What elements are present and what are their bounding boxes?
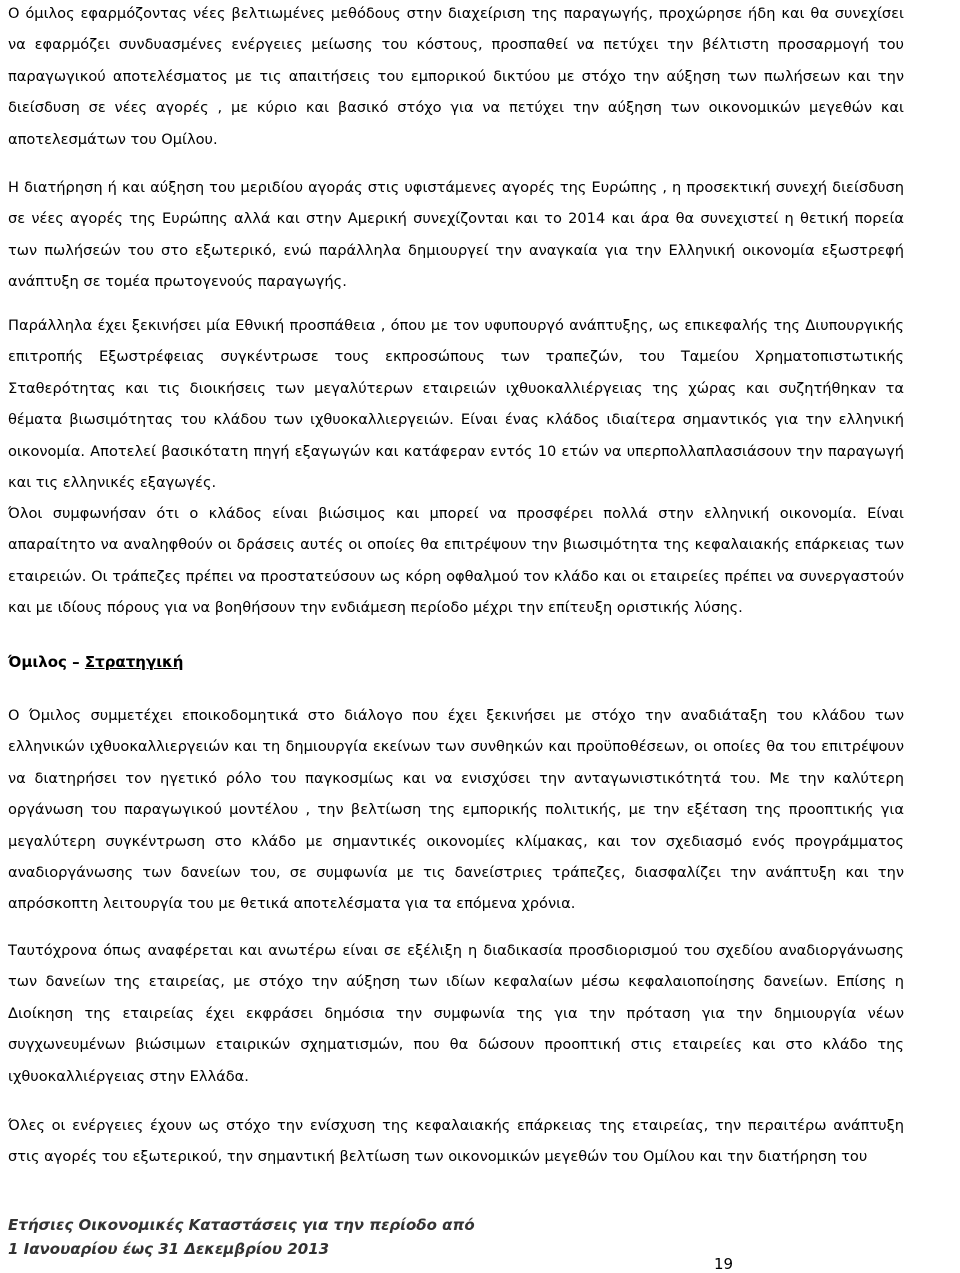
footer-line-1: Ετήσιες Οικονομικές Καταστάσεις για την περίοδο από [8,1216,475,1234]
heading-prefix: Όμιλος – [8,653,85,671]
paragraph-strategy: Ο Όμιλος συμμετέχει εποικοδομητικά στο διάλογο που έχει ξεκινήσει με στόχο την αναδιάταξη του κλάδου των ελληνικών ιχθυοκαλλιεργειών και τη δημιουργία εκείνων των συνθηκών και προϋποθέσεων, οι οποίες θα του επιτρέψουν να διατηρήσει τον ηγετικό ρόλο του παγκοσμίως και να ενισχύσει την ανταγωνιστικότητά του. Με την καλύτερη οργάνωση του παραγωγικού μοντέλου , την βελτίωση της εμπορικής πολιτικής, με την εξέταση της προοπτικής για μεγαλύτερη συγκέντρωση στο κλάδο με σημαντικές οικονομίες κλίμακας, και τον σχεδιασμό ενός προγράμματος αναδιοργάνωσης των δανείων του, σε συμφωνία με τις δανείστριες τράπεζες, διασφαλίζει την ανάπτυξη και την απρόσκοπτη λειτουργία του με θετικά αποτελέσματα για τα επόμενα χρόνια. [8,707,904,913]
paragraph-objectives: Όλες οι ενέργειες έχουν ως στόχο την ενίσχυση της κεφαλαιακής επάρκειας της εταιρείας, την περαιτέρω ανάπτυξη στις αγορές του εξωτερικού, την σημαντική βελτίωση των οικονομικών μεγεθών του Ομίλου και την διατήρηση του [8,1117,904,1166]
page-footer [8,1213,475,1261]
paragraph-loan-restructuring: Ταυτόχρονα όπως αναφέρεται και ανωτέρω είναι σε εξέλιξη η διαδικασία προσδιορισμού του σχεδίου αναδιοργάνωσης των δανείων της εταιρείας, με στόχο την αύξηση των ιδίων κεφαλαίων μέσω κεφαλαιοποίησης δανείων. Επίσης η Διοίκηση της εταιρείας έχει εκφράσει δημόσια την συμφωνία της για την πρόταση για την δημιουργία νέων συγχωνευμένων βιώσιμων εταιρικών σχηματισμών, που θα δώσουν προοπτική στις εταιρείες και στο κλάδο της ιχθυοκαλλιέργειας στην Ελλάδα. [8,942,904,1085]
heading-title: Στρατηγική [84,653,184,671]
paragraph-national-effort: Παράλληλα έχει ξεκινήσει μία Εθνική προσπάθεια , όπου με τον υφυπουργό ανάπτυξης, ως επικεφαλής της Διυπουργικής επιτροπής Εξωστρέφειας συγκέντρωσε τους εκπροσώπους των τραπεζών, του Ταμείου Χρηματοπιστωτικής Σταθερότητας και τις διοικήσεις των μεγαλύτερων εταιρειών ιχθυοκαλλιέργειας της χώρας και συζητήθηκαν τα θέματα βιωσιμότητας του κλάδου των ιχθυοκαλλιεργειών. Είναι ένας κλάδος ιδιαίτερα σημαντικός για την ελληνική οικονομία. Αποτελεί βασικότατη πηγή εξαγωγών και κατάφεραν εντός 10 ετών να υπερπολλαπλασιάσουν την παραγωγή και τις ελληνικές εξαγωγές. [8,317,904,492]
footer-line-2: 1 Ιανουαρίου έως 31 Δεκεμβρίου 2013 [8,1240,330,1258]
paragraph-sector-viability: Όλοι συμφωνήσαν ότι ο κλάδος είναι βιώσιμος και μπορεί να προσφέρει πολλά στην ελληνική οικονομία. Είναι απαραίτητο να αναληφθούν οι δράσεις αυτές οι οποίες θα επιτρέψουν την βιωσιμότητα της κεφαλαιακής επάρκειας των εταιρειών. Οι τράπεζες πρέπει να προστατεύσουν ως κόρη οφθαλμού τον κλάδο και οι εταιρείες πρέπει να συνεργαστούν και με ιδίους πόρους για να βοηθήσουν την ενδιάμεση περίοδο μέχρι την επίτευξη οριστικής λύσης. [8,505,904,617]
paragraph-market-share: Η διατήρηση ή και αύξηση του μεριδίου αγοράς στις υφιστάμενες αγορές της Ευρώπης , η προσεκτική συνεχή διείσδυση σε νέες αγορές της Ευρώπης αλλά και στην Αμερική συνεχίζονται και το 2014 και άρα θα συνεχιστεί η θετική πορεία των πωλήσεών του στο εξωτερικό, ενώ παράλληλα δημιουργεί την αναγκαία για την Ελληνική οικονομία εξωστρεφή ανάπτυξη σε τομέα πρωτογενούς παραγωγής. [8,179,904,291]
page-number: 19 [714,1255,734,1273]
paragraph-production-methods: Ο όμιλος εφαρμόζοντας νέες βελτιωμένες μεθόδους στην διαχείριση της παραγωγής, προχώρησε ήδη και θα συνεχίσει να εφαρμόζει συνδυασμένες ενέργειες μείωσης του κόστους, προσπαθεί να πετύχει την βέλτιστη προσαρμογή του παραγωγικού αποτελέσματος με τις απαιτήσεις του εμπορικού δικτύου με στόχο την αύξηση των πωλήσεων και την διείσδυση σε νέες αγορές , με κύριο και βασικό στόχο για να πετύχει την αύξηση των οικονομικών μεγεθών και αποτελεσμάτων του Ομίλου. [8,5,904,148]
section-heading [8,647,183,678]
